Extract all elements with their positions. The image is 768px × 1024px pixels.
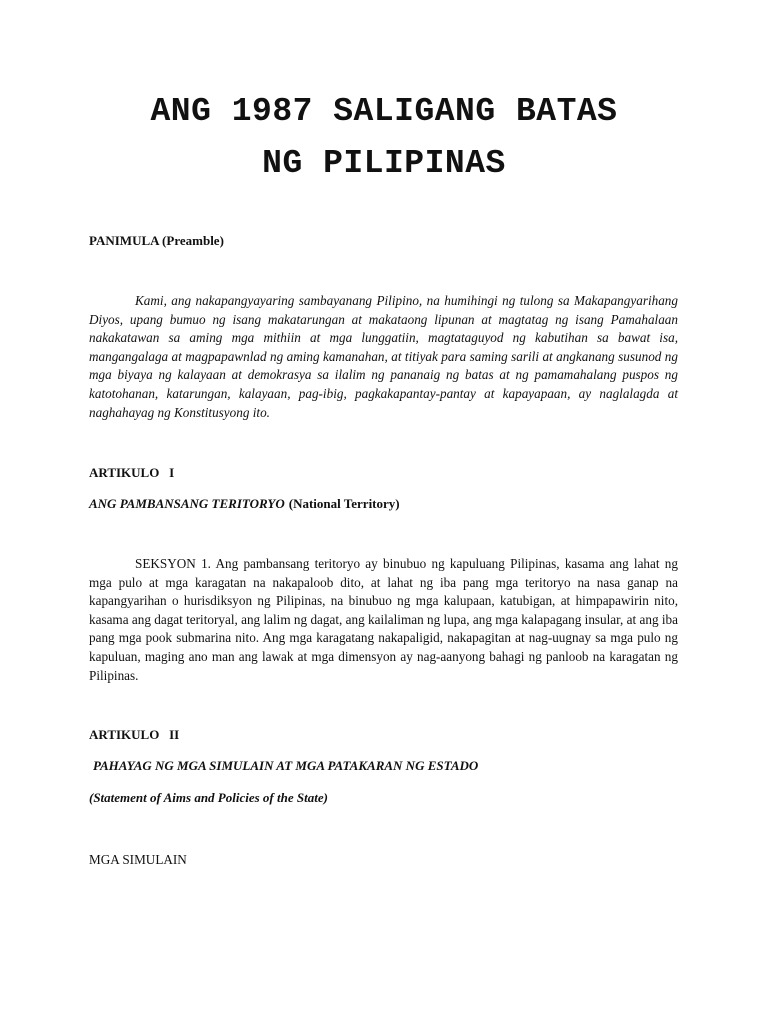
document-title <box>0 86 768 190</box>
article-2-heading: ARTIKULO II <box>89 727 180 742</box>
title-line-1: ANG 1987 SALIGANG BATAS <box>150 93 618 130</box>
article-1-title-en: (National Territory) <box>288 496 400 511</box>
preamble-paragraph: Kami, ang nakapangyayaring sambayanang Pilipino, na humihingi ng tulong sa Makapangyarihang Diyos, upang bumuo ng isang makatarungan at makataong lipunan at magtatag ng isang Pamahalaan nakakatawan sa aming mga mithiin at mga lunggatiin, magtataguyod ng kabutihan sa bawat isa, mangangalaga at magpapawnlad ng aming kamanahan, at titiyak para saming sarili at angkanang susunod ng mga biyaya ng kalayaan at demokrasya sa ilalim ng pananaig ng batas at ng pamamahalang puspos ng katotohanan, katarungan, kalayaan, pag-ibig, pagkakapantay-pantay at kapayapaan, ay naglalagda at naghahayag ng Konstitusyong ito. <box>89 293 678 420</box>
preamble-heading: PANIMULA (Preamble) <box>89 233 224 248</box>
article-2-title: PAHAYAG NG MGA SIMULAIN AT MGA PATAKARAN NG ESTADO <box>93 758 479 773</box>
article-1-title-tl: ANG PAMBANSANG TERITORYO <box>89 496 285 511</box>
article-1-heading: ARTIKULO I <box>89 465 175 480</box>
article-1-title <box>89 495 678 513</box>
title-line-2: NG PILIPINAS <box>262 145 506 182</box>
mga-simulain-heading: MGA SIMULAIN <box>89 852 187 867</box>
section-1-paragraph: SEKSYON 1. Ang pambansang teritoryo ay binubuo ng kapuluang Pilipinas, kasama ang lahat ng mga pulo at mga karagatan na nakapaloob dito, at lahat ng iba pang mga teritoryo na nasa ganap na kapangyarihan o hurisdiksyon ng Pilipinas, na binubuo ng mga kalupaan, katubigan, at himpapawirin nito, kasama ang dagat teritoryal, ang lalim ng dagat, ang kailaliman ng lupa, ang mga kalapagang insular, at ang iba pang mga pook submarina nito. Ang mga karagatang nakapaligid, nakapagitan at nag-uugnay sa mga pulo ng kapuluan, maging ano man ang lawak at mga dimensyon ay nag-aanyong bahagi ng panloob na karagatan ng Pilipinas. <box>89 556 678 683</box>
article-2-title-en: (Statement of Aims and Policies of the State) <box>89 790 328 805</box>
